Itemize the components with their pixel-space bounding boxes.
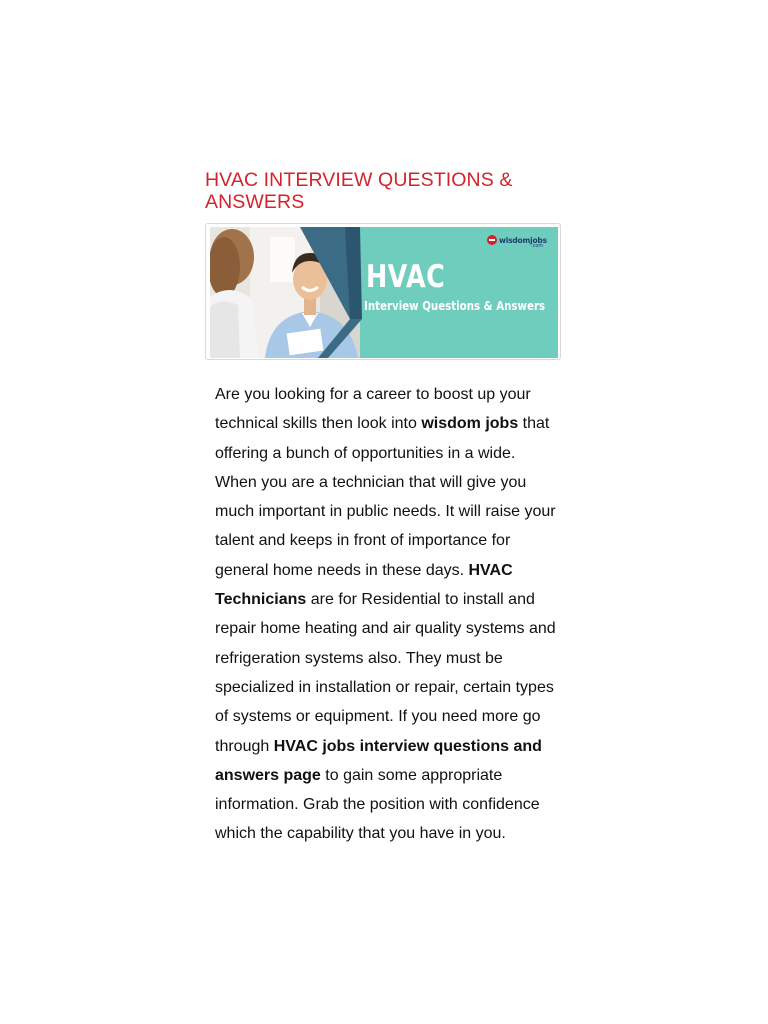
paragraph-text-3: are for Residential to install and repair home heating and air quality systems and refrigeration systems also. They must be specialized in installation or repair, certain types of systems or equipment. If you need more go through — [215, 591, 556, 755]
logo-text: wisdomjobs — [499, 235, 547, 245]
wisdomjobs-logo-icon — [487, 235, 497, 245]
paragraph-bold-wisdom-jobs: wisdom jobs — [421, 415, 519, 433]
banner-heading: HVAC — [366, 259, 446, 295]
page-title: HVAC INTERVIEW QUESTIONS & ANSWERS — [205, 169, 513, 213]
logo-suffix: .com — [531, 243, 544, 249]
banner-image — [210, 227, 558, 358]
paragraph-text-1: Are you looking for a career to boost up your technical skills then look into — [215, 386, 531, 433]
article-paragraph — [215, 380, 557, 849]
paragraph-bold-hvac-jobs-page: HVAC jobs interview questions and answers page — [215, 737, 542, 784]
paragraph-text-4: to gain some appropriate information. Grab the position with confidence which the capability that you have in you. — [215, 766, 540, 843]
paragraph-text-2: that offering a bunch of opportunities in a wide. When you are a technician that will give you much important in public needs. It will raise your talent and keeps in front of importance for general home needs in these days. — [215, 415, 556, 579]
paragraph-bold-hvac-technicians: HVAC Technicians — [215, 561, 513, 609]
banner-image-frame — [205, 223, 561, 360]
banner-subheading: Interview Questions & Answers — [364, 298, 546, 313]
wisdomjobs-logo — [487, 233, 547, 247]
